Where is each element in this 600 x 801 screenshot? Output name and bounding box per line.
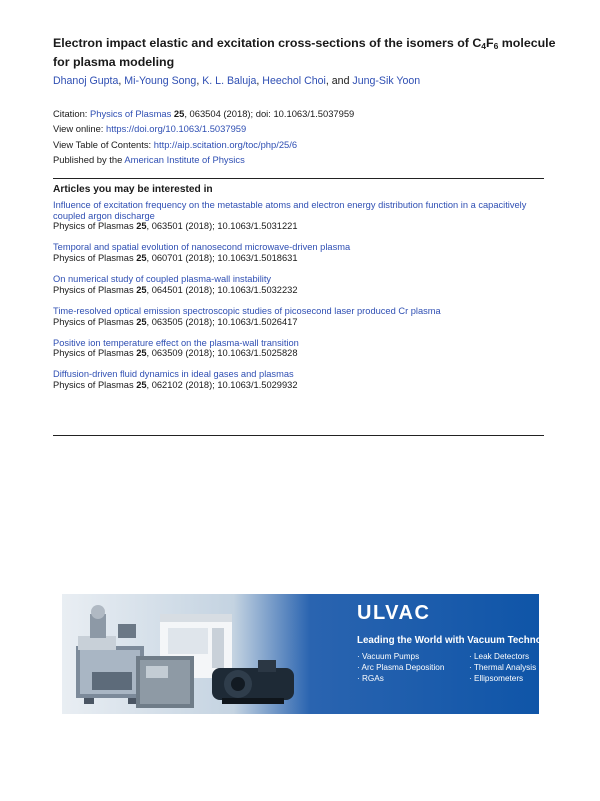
related-article-link[interactable]: Time-resolved optical emission spectroscopic studies of picosecond laser produced Cr plasma <box>53 305 441 316</box>
author-link[interactable]: K. L. Baluja <box>202 75 257 87</box>
related-article-citation: Physics of Plasmas 25, 062102 (2018); 10.1063/1.5029932 <box>53 379 298 390</box>
ad-product-item: · RGAs <box>357 674 384 683</box>
related-article-citation: Physics of Plasmas 25, 060701 (2018); 10.1063/1.5018631 <box>53 253 298 264</box>
toc-link[interactable]: http://aip.scitation.org/toc/php/25/6 <box>153 138 298 150</box>
ad-product-item: · Leak Detectors <box>469 652 530 661</box>
volume-number: 25 <box>173 108 185 119</box>
related-article <box>53 338 548 360</box>
ulvac-advertisement[interactable] <box>62 594 562 714</box>
related-article-link[interactable]: Positive ion temperature effect on the plasma-wall transition <box>53 337 299 348</box>
related-article <box>53 242 548 264</box>
citation-line: Citation: Physics of Plasmas 25, 063504 (2018); doi: 10.1063/1.5037959 <box>53 108 355 119</box>
related-article-citation: Physics of Plasmas 25, 064501 (2018); 10.1063/1.5032232 <box>53 284 298 295</box>
publisher-line: Published by the American Institute of Physics <box>53 153 245 165</box>
ad-product-item: · Arc Plasma Deposition <box>357 663 445 672</box>
related-article-link[interactable]: On numerical study of coupled plasma-wall instability <box>53 274 272 285</box>
view-online-line: View online: https://doi.org/10.1063/1.5037959 <box>53 123 247 135</box>
related-article-link[interactable]: Influence of excitation frequency on the metastable atoms and electron energy distribution function in a capacitively coupled argon discharge <box>53 200 527 221</box>
ad-text <box>357 602 569 683</box>
deposition-system-image <box>76 605 144 704</box>
ad-product-item: · Ellipsometers <box>469 674 524 683</box>
related-article <box>53 200 548 232</box>
toc-line: View Table of Contents: http://aip.scitation.org/toc/php/25/6 <box>53 138 298 150</box>
ad-product-item: · Vacuum Pumps <box>357 652 420 661</box>
author-list <box>53 75 573 88</box>
divider <box>53 435 544 436</box>
publisher-link[interactable]: American Institute of Physics <box>124 153 245 165</box>
related-article <box>53 274 548 296</box>
related-article-citation: Physics of Plasmas 25, 063501 (2018); 10.1063/1.5031221 <box>53 221 298 232</box>
related-article <box>53 306 548 328</box>
author-separator: , and <box>325 75 353 87</box>
related-article-link[interactable]: Diffusion-driven fluid dynamics in ideal gases and plasmas <box>53 369 294 380</box>
related-article-citation: Physics of Plasmas 25, 063505 (2018); 10.1063/1.5026417 <box>53 316 298 327</box>
leak-detector-image <box>136 656 194 708</box>
ad-tagline: Leading the World with Vacuum Technology <box>357 635 562 646</box>
author-separator: , <box>118 75 125 87</box>
title-block <box>53 35 573 88</box>
author-link[interactable]: Heechol Choi <box>262 75 326 87</box>
related-article <box>53 369 548 391</box>
author-separator: , <box>196 75 203 87</box>
related-heading: Articles you may be interested in <box>53 184 213 195</box>
author-separator: , <box>256 75 263 87</box>
author-link[interactable]: Mi-Young Song <box>124 75 197 87</box>
ad-product-list <box>357 652 569 683</box>
related-article-link[interactable]: Temporal and spatial evolution of nanosecond microwave-driven plasma <box>53 242 351 253</box>
related-articles <box>53 184 548 401</box>
author-link[interactable]: Dhanoj Gupta <box>53 75 119 87</box>
divider <box>53 178 544 179</box>
citation-block <box>53 106 354 167</box>
journal-link[interactable]: Physics of Plasmas <box>90 108 172 119</box>
ad-product-item: · Thermal Analysis <box>469 663 537 672</box>
author-link[interactable]: Jung-Sik Yoon <box>352 75 421 87</box>
ulvac-logo: ULVAC <box>357 602 431 624</box>
related-article-citation: Physics of Plasmas 25, 063509 (2018); 10.1063/1.5025828 <box>53 348 298 359</box>
paper-title: Electron impact elastic and excitation cross-sections of the isomers of $C_4F_6$ molecule for plasma modeling <box>53 36 556 69</box>
doi-link[interactable]: https://doi.org/10.1063/1.5037959 <box>106 123 247 135</box>
vacuum-equipment-image <box>62 594 312 714</box>
